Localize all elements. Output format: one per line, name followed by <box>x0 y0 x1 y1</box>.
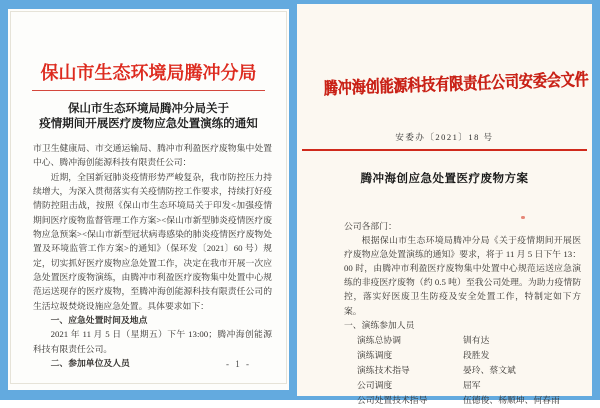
left-paragraph-2: 2021 年 11 月 5 日（星期五）下午 13:00；腾冲海创能源科技有限责任公司。 <box>33 329 272 354</box>
roster-row <box>344 363 581 378</box>
right-document-body <box>344 219 581 408</box>
roster-names: 段胜发 <box>463 349 490 360</box>
roster-names: 伍德俊、杨顺坤、何春雨 <box>463 394 560 405</box>
roster-row <box>344 378 581 393</box>
roster-row <box>344 348 581 363</box>
right-document-page <box>297 4 592 405</box>
right-section-heading-1: 一、演练参加人员 <box>344 319 415 330</box>
left-document-page <box>8 9 289 390</box>
right-document-title: 腾冲海创应急处置医疗废物方案 <box>360 173 529 185</box>
roster-row <box>344 333 581 348</box>
page-number: - 1 - <box>226 359 251 369</box>
roster-role: 公司处置技术指导 <box>357 394 428 405</box>
recipients-line: 市卫生健康局、市交通运输局、腾冲市利盈医疗废物集中处置中心、腾冲海创能源科技有限责任公司： <box>33 143 272 168</box>
salutation-line: 公司各部门： <box>344 221 397 231</box>
red-divider-line <box>302 149 587 151</box>
roster-role: 演练调度 <box>357 349 393 360</box>
roster-role: 演练总协调 <box>357 334 401 345</box>
document-number: 安委办〔2021〕18 号 <box>395 132 494 142</box>
left-document-title <box>18 102 279 132</box>
left-section-heading-1: 一、应急处置时间及地点 <box>50 315 148 326</box>
red-ink-speck <box>521 216 525 219</box>
left-paragraph-1: 近期，全国新冠肺炎疫情形势严峻复杂，我市防控压力持续增大，为深入贯彻落实有关疫情防控工作要求，持续打好疫情防控阻击战，按照《保山市生态环境局关于印发<加强疫情期间医疗废物监督管理工作方案><保山市新型肺炎疫情医疗废物应急预案><保山市新型冠状病毒感染的肺炎疫情医疗废物处置及环境监管工作方案>的通知》（保环发〔2021〕60 号）规定，切实抓好医疗废物应急处置工作，决定在我市开展一次应急处置医疗废物演练，由腾冲市利盈医疗废物集中处置中心规范运送现存的医疗废物，至腾冲海创能源科技有限责任公司的生活垃圾焚烧设施应急处置。具体要求如下： <box>33 171 272 311</box>
right-company-header: 腾冲海创能源科技有限责任公司安委会文件 <box>323 69 589 99</box>
left-document-body <box>33 141 272 371</box>
roster-row <box>344 393 581 408</box>
roster-names: 钏有达 <box>463 334 490 345</box>
drill-roster <box>344 333 581 408</box>
left-title-line1: 保山市生态环境局腾冲分局关于 <box>68 103 229 115</box>
roster-role: 演练技术指导 <box>357 364 410 375</box>
left-agency-header: 保山市生态环境局腾冲分局 <box>40 63 257 83</box>
left-section-heading-2: 二、参加单位及人员 <box>50 358 130 369</box>
roster-role: 公司调度 <box>357 379 393 390</box>
left-header-underline <box>32 90 265 91</box>
left-title-line2: 疫情期间开展医疗废物应急处置演练的通知 <box>39 118 258 130</box>
roster-names: 屈军 <box>463 379 481 390</box>
right-paragraph-1: 根据保山市生态环境局腾冲分局《关于疫情期间开展医疗废物应急处置演练的通知》要求，将于 11 月 5 日下午 13：00 时，由腾冲市利盈医疗废物集中处置中心规范运送应急演练的非疫医疗废物（约 0.5 吨）至我公司处理。为助力疫情防控，落实好医废卫生防疫及安全处置工作，特制定如下方案。 <box>344 235 581 316</box>
roster-names: 晏玲、蔡文斌 <box>463 364 516 375</box>
